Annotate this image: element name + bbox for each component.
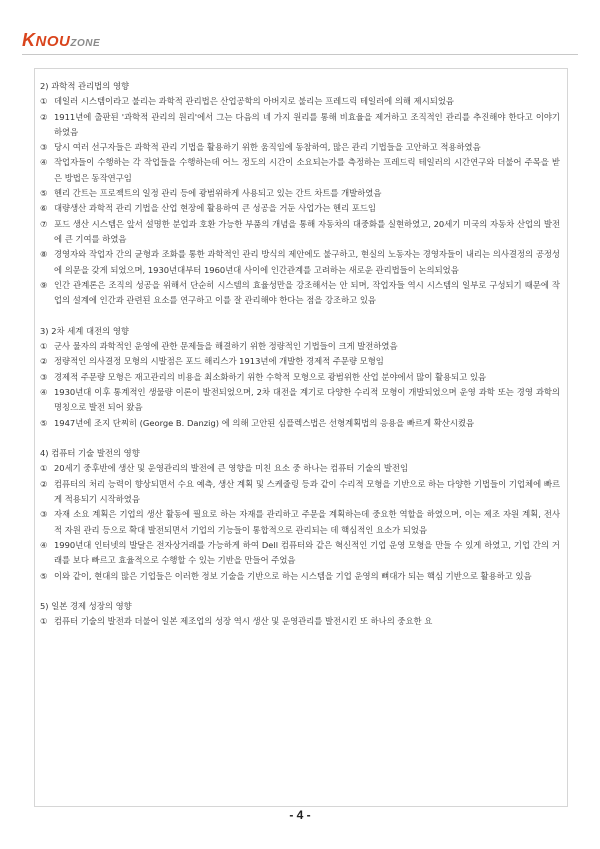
item-text: 1930년대 이후 통계적인 생물량 이론이 발전되었으며, 2차 대전을 계기로 다양한 수리적 모형이 개발되었으며 운영 과학 또는 경영 과학의 명칭으로 발전 되어 왔음 <box>54 386 560 413</box>
list-item <box>40 416 560 431</box>
item-number: ③ <box>40 142 48 153</box>
section-title: 2) 과학적 관리법의 영향 <box>40 81 130 91</box>
item-number: ② <box>40 478 48 489</box>
item-text: 군사 물자의 과학적인 운영에 관한 문제들을 해결하기 위한 정량적인 기법들이 크게 발전하였음 <box>54 341 398 352</box>
item-number: ⑦ <box>40 218 48 229</box>
item-number: ① <box>40 616 48 627</box>
item-text: 경영자와 작업자 간의 균형과 조화를 통한 과학적인 관리 방식의 제안에도 불구하고, 현실의 노동자는 경영자들이 내리는 의사결정의 공정성에 의문을 갖게 되었으며, 1930년대부터 1960년대 사이에 인간관계를 고려하는 새로운 관리법들이 논의되었음 <box>54 249 560 275</box>
logo-now: NOU <box>35 33 71 50</box>
item-number: ④ <box>40 539 48 550</box>
list-item <box>40 217 560 248</box>
item-number: ② <box>40 356 48 367</box>
section-spacer <box>40 584 560 599</box>
list-item <box>40 278 560 309</box>
list-item <box>40 461 560 476</box>
section-title: 3) 2차 세계 대전의 영향 <box>40 325 129 336</box>
list-item <box>40 569 560 584</box>
item-number: ① <box>40 96 48 107</box>
list-item <box>40 247 560 278</box>
item-number: ④ <box>40 157 48 168</box>
item-text: 대량생산 과학적 관리 기법을 산업 현장에 활용하여 큰 성공을 거둔 사업가는 헨리 포드임 <box>54 203 376 214</box>
list-item <box>40 538 560 569</box>
list-item <box>40 354 560 369</box>
list-item <box>40 477 560 508</box>
list-item <box>40 140 560 155</box>
item-text: 데일러 시스템이라고 불리는 과학적 관리법은 산업공학의 아버지로 불리는 프레드릭 테일러에 의해 제시되었음 <box>54 96 454 107</box>
list-item <box>40 155 560 186</box>
list-item <box>40 339 560 354</box>
item-text: 20세기 중후반에 생산 및 운영관리의 발전에 큰 영향을 미친 요소 중 하나는 컴퓨터 기술의 발전임 <box>54 463 409 474</box>
item-text: 작업자들이 수행하는 각 작업들을 수행하는데 어느 정도의 시간이 소요되는가를 측정하는 프레드릭 테일러의 시간연구와 더불어 주목을 받은 방법은 동작연구임 <box>54 157 560 183</box>
list-item <box>40 201 560 216</box>
section-title: 4) 컴퓨터 기술 발전의 영향 <box>40 448 140 459</box>
item-number: ② <box>40 111 48 122</box>
section-spacer <box>40 308 560 323</box>
logo-zone: ZONE <box>70 38 101 49</box>
item-number: ④ <box>40 386 48 397</box>
item-number: ① <box>40 463 48 474</box>
item-text: 포드 생산 시스템은 앞서 설명한 분업과 호환 가능한 부품의 개념을 통해 자동차의 대중화를 실현하였고, 20세기 미국의 자동차 산업의 발전에 큰 기여를 하였음 <box>54 218 560 244</box>
document-body <box>40 79 560 630</box>
item-text: 헨리 간트는 프로젝트의 일정 관리 등에 광범위하게 사용되고 있는 간트 차트를 개발하였음 <box>54 188 382 199</box>
item-text: 1911년에 출판된 '과학적 관리의 원리'에서 그는 다음의 네 가지 원리를 통해 비효율을 제거하고 조직적인 관리를 추진해야 한다고 이야기하였음 <box>54 111 560 137</box>
item-text: 이와 같이, 현대의 많은 기업들은 이러한 정보 기술을 기반으로 하는 시스템을 기업 운영의 뼈대가 되는 핵심 기반으로 활용하고 있음 <box>54 570 532 581</box>
item-number: ① <box>40 341 48 352</box>
knouzone-logo <box>22 30 100 50</box>
list-item <box>40 614 560 629</box>
section <box>40 79 560 308</box>
item-number: ⑤ <box>40 188 48 199</box>
item-number: ⑨ <box>40 279 48 290</box>
list-item <box>40 110 560 141</box>
item-number: ③ <box>40 509 48 520</box>
logo-k: K <box>22 30 36 50</box>
item-number: ⑧ <box>40 249 48 260</box>
item-number: ⑤ <box>40 417 48 428</box>
section <box>40 446 560 584</box>
item-text: 컴퓨터 기술의 발전과 더불어 일본 제조업의 성장 역시 생산 및 운영관리를 발전시킨 또 하나의 중요한 요 <box>54 616 433 627</box>
list-item <box>40 385 560 416</box>
item-number: ③ <box>40 371 48 382</box>
item-number: ⑥ <box>40 203 48 214</box>
item-text: 1947년에 조지 단찌히 (George B. Danzig) 에 의해 고안된 심플렉스법은 선형계획법의 응용을 빠르게 확산시켰음 <box>54 417 474 428</box>
list-item <box>40 507 560 538</box>
item-text: 1990년대 인터넷의 발달은 전자상거래를 가능하게 하여 Dell 컴퓨터와 같은 혁신적인 기업 운영 모형을 만들 수 있게 하였고, 기업 간의 거래를 보다 빠르고 효율적으로 수행할 수 있는 기반을 만들어 주었음 <box>54 539 560 566</box>
section-spacer <box>40 431 560 446</box>
list-item <box>40 186 560 201</box>
item-number: ⑤ <box>40 570 48 581</box>
item-text: 인간 관계론은 조직의 성공을 위해서 단순히 시스템의 효율성만을 강조해서는 안 되며, 작업자들 역시 시스템의 일부로 구성되기 때문에 작업의 설계에 인간과 관련된 요소를 연구하고 이를 잘 관리해야 한다는 점을 강조하고 있음 <box>54 279 560 306</box>
section <box>40 599 560 630</box>
list-item <box>40 94 560 109</box>
list-item <box>40 370 560 385</box>
item-text: 정량적인 의사결정 모형의 시발점은 포드 해리스가 1913년에 개발한 경제적 주문량 모형임 <box>54 356 384 367</box>
section-title: 5) 일본 경제 성장의 영향 <box>40 601 132 612</box>
section <box>40 324 560 431</box>
page-header <box>22 30 578 64</box>
page-number: - 4 - <box>289 808 311 822</box>
item-text: 컴퓨터의 처리 능력이 향상되면서 수요 예측, 생산 계획 및 스케줄링 등과 같이 수리적 모형을 기반으로 하는 다양한 기법들이 기업체에 빠르게 적용되기 시작하였음 <box>54 478 560 505</box>
item-text: 자재 소요 계획은 기업의 생산 활동에 필요로 하는 자재를 관리하고 주문을 계획하는데 중요한 역할을 하였으며, 이는 제조 자원 계획, 전사적 자원 관리 등으로 확대 발전되면서 기업의 기능들이 통합적으로 관리되는 데 핵심적인 요소가 되었음 <box>54 509 560 535</box>
header-divider <box>22 54 578 55</box>
item-text: 당시 여러 선구자들은 과학적 관리 기법을 활용하기 위한 움직임에 동참하여, 많은 관리 기법들을 고안하고 적용하였음 <box>54 142 481 153</box>
item-text: 경제적 주문량 모형은 재고관리의 비용을 최소화하기 위한 수학적 모형으로 광범위한 산업 분야에서 많이 활용되고 있음 <box>54 371 487 382</box>
